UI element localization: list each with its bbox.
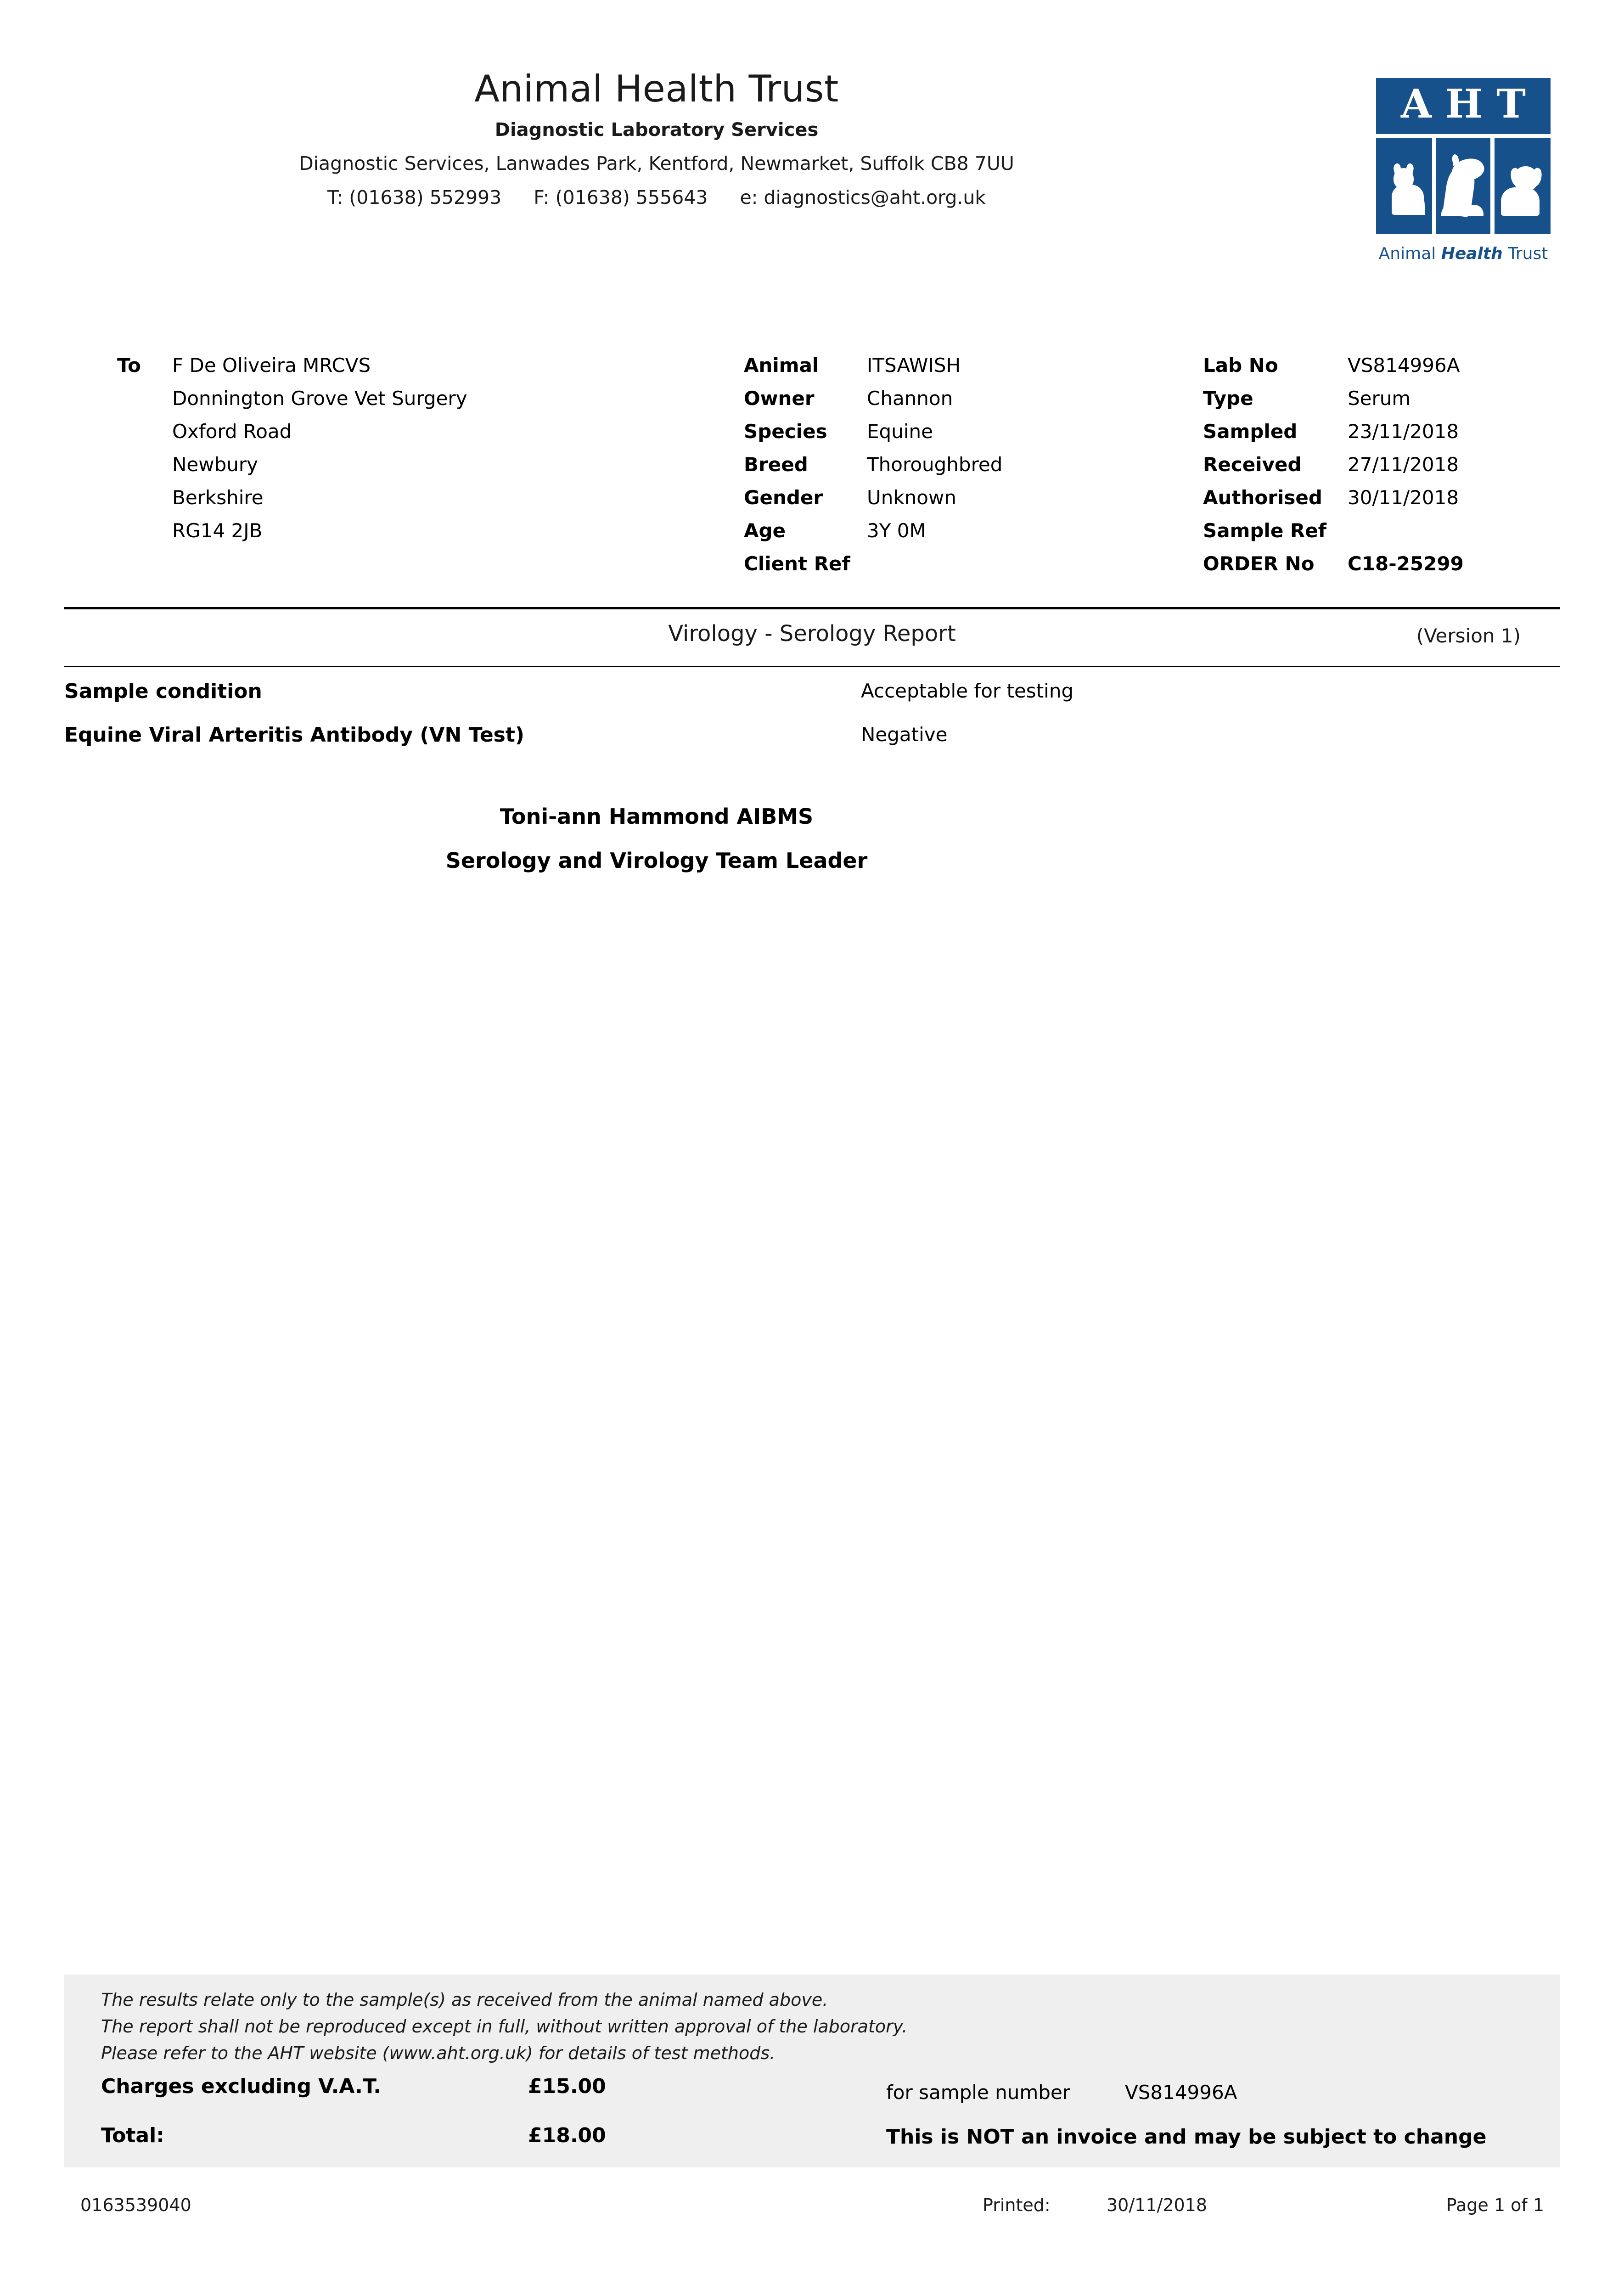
animal-value: Channon xyxy=(867,387,953,410)
document-number: 0163539040 xyxy=(80,2195,191,2215)
dog-icon xyxy=(1501,187,1540,216)
result-label: Sample condition xyxy=(64,680,262,703)
logo-caption-pre: Animal xyxy=(1378,244,1441,263)
divider-top xyxy=(64,607,1560,609)
result-label: Equine Viral Arteritis Antibody (VN Test) xyxy=(64,723,524,747)
lab-label: Sampled xyxy=(1203,420,1298,443)
lab-label: Type xyxy=(1203,387,1253,410)
lab-labels xyxy=(1203,349,1354,580)
recipient-label: To xyxy=(117,354,141,377)
animal-value: Unknown xyxy=(867,486,956,509)
animal-value: Equine xyxy=(867,420,933,443)
not-invoice-notice: This is NOT an invoice and may be subject to change xyxy=(886,2125,1487,2149)
disclaimer-line: Please refer to the AHT website (www.aht.org.uk) for details of test methods. xyxy=(101,2043,775,2063)
aht-logo-letters: AHT xyxy=(1401,81,1540,127)
lab-value-order-no: C18-25299 xyxy=(1348,552,1464,575)
organisation-address: Diagnostic Services, Lanwades Park, Kentford, Newmarket, Suffolk CB8 7UU xyxy=(299,152,1014,174)
animal-label: Age xyxy=(744,519,786,542)
organisation-title: Animal Health Trust xyxy=(474,68,839,110)
recipient-line: Donnington Grove Vet Surgery xyxy=(172,387,467,410)
recipient-line: Berkshire xyxy=(172,486,264,509)
lab-value: VS814996A xyxy=(1348,354,1460,377)
lab-value: 30/11/2018 xyxy=(1348,486,1459,509)
aht-logo xyxy=(1376,78,1551,263)
organisation-subtitle: Diagnostic Laboratory Services xyxy=(495,119,819,141)
animal-label: Client Ref xyxy=(744,552,850,575)
table-row xyxy=(64,723,1560,747)
report-version: (Version 1) xyxy=(1416,625,1521,647)
logo-divider xyxy=(1376,134,1551,138)
animal-label: Owner xyxy=(744,387,815,410)
page-indicator: Page 1 of 1 xyxy=(1446,2195,1544,2215)
animal-value xyxy=(867,547,1188,580)
recipient-line: F De Oliveira MRCVS xyxy=(172,354,371,377)
contact-fax: F: (01638) 555643 xyxy=(534,186,708,208)
total-label: Total: xyxy=(101,2124,164,2147)
animal-values xyxy=(867,349,1188,580)
horse-icon-body xyxy=(1441,205,1484,216)
animal-label: Gender xyxy=(744,486,823,509)
lab-value xyxy=(1348,514,1605,547)
recipient-line: Newbury xyxy=(172,453,258,476)
contact-tel: T: (01638) 552993 xyxy=(327,186,502,208)
organisation-block xyxy=(0,69,1313,208)
result-value: Acceptable for testing xyxy=(861,680,1074,702)
recipient-address xyxy=(172,349,723,547)
lab-label: Sample Ref xyxy=(1203,519,1327,542)
logo-caption-bold: Health xyxy=(1441,244,1503,263)
printed-label: Printed: xyxy=(983,2195,1051,2215)
logo-vertical-rule-1 xyxy=(1432,138,1436,234)
signoff-role: Serology and Virology Team Leader xyxy=(445,848,868,873)
logo-vertical-rule-2 xyxy=(1490,138,1495,234)
animal-label: Breed xyxy=(744,453,808,476)
charges-amount: £15.00 xyxy=(528,2075,606,2098)
disclaimer-text xyxy=(101,1986,907,2066)
footer-panel xyxy=(64,1975,1560,2167)
printed-date: 30/11/2018 xyxy=(1107,2195,1208,2215)
lab-label: Lab No xyxy=(1203,354,1278,377)
signoff-block xyxy=(0,794,1313,883)
report-title: Virology - Serology Report xyxy=(668,621,956,647)
result-row xyxy=(64,680,1560,703)
organisation-contact xyxy=(0,186,1313,208)
lab-values xyxy=(1348,349,1605,580)
divider-mid xyxy=(64,666,1560,667)
disclaimer-line: The results relate only to the sample(s) as received from the animal named above. xyxy=(101,1990,828,2010)
animal-value: 3Y 0M xyxy=(867,519,926,542)
animal-label: Species xyxy=(744,420,827,443)
charges-label: Charges excluding V.A.T. xyxy=(101,2075,382,2098)
lab-label: ORDER No xyxy=(1203,552,1315,575)
animal-label: Animal xyxy=(744,354,819,377)
lab-label: Authorised xyxy=(1203,486,1322,509)
aht-logo-caption xyxy=(1376,244,1551,263)
document-header xyxy=(0,69,1624,276)
disclaimer-line: The report shall not be reproduced except in full, without written approval of the laboratory. xyxy=(101,2016,908,2037)
aht-logo-mark xyxy=(1376,78,1551,234)
for-sample-number: VS814996A xyxy=(1125,2081,1237,2104)
recipient-line: Oxford Road xyxy=(172,420,292,443)
lab-label: Received xyxy=(1203,453,1302,476)
contact-email: e: diagnostics@aht.org.uk xyxy=(740,186,986,208)
animal-value: Thoroughbred xyxy=(867,453,1003,476)
lab-value: 23/11/2018 xyxy=(1348,420,1459,443)
signoff-name: Toni-ann Hammond AIBMS xyxy=(500,804,814,829)
recipient-line: RG14 2JB xyxy=(172,519,263,542)
logo-caption-post: Trust xyxy=(1502,244,1548,263)
total-amount: £18.00 xyxy=(528,2124,606,2147)
lab-value: Serum xyxy=(1348,387,1411,410)
for-sample-label: for sample number xyxy=(886,2081,1071,2104)
lab-value: 27/11/2018 xyxy=(1348,453,1459,476)
animal-value: ITSAWISH xyxy=(867,354,961,377)
result-value: Negative xyxy=(861,723,948,746)
